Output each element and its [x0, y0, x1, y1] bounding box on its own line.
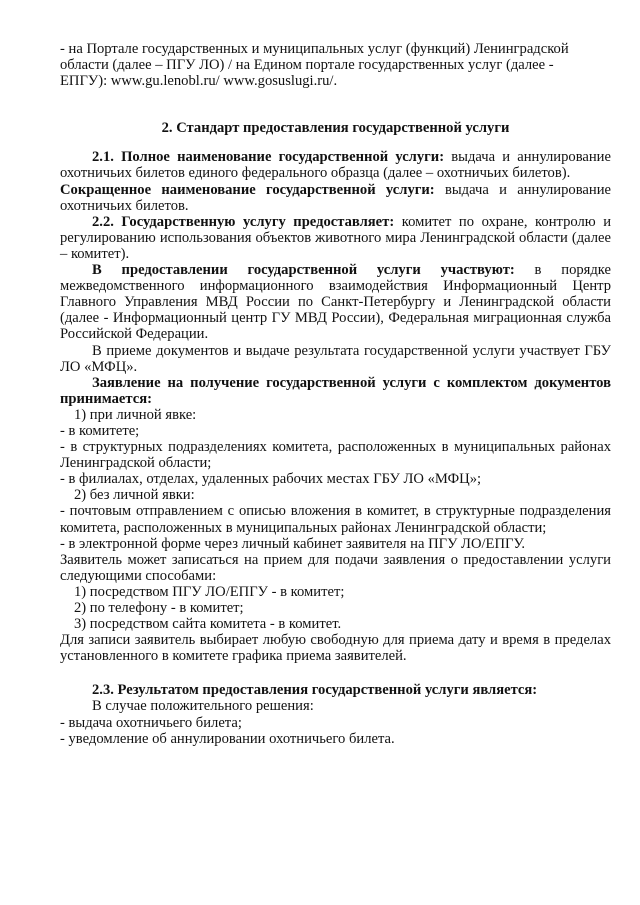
result-issue: [60, 715, 611, 731]
s21-heading: 2.1. Полное наименование государственной услуги:: [92, 149, 445, 166]
cancel-text: - уведомление об аннулировании охотничьего билета.: [60, 730, 395, 747]
paragraph-2-1: [60, 149, 611, 181]
document-page: [60, 41, 611, 747]
paragraph-accept: [60, 375, 611, 407]
appointment-intro: [60, 552, 611, 584]
paragraph-participants: [60, 262, 611, 342]
committee-text: - в комитете;: [60, 422, 140, 439]
way3-text: 3) посредством сайта комитета - в комитет.: [74, 616, 342, 633]
list-item-personal: [60, 407, 611, 423]
s22-heading: 2.2. Государственную услугу предоставляет:: [92, 213, 395, 230]
s22-mfc-text: В приеме документов и выдаче результата государственной услуги участвует ГБУ ЛО «МФЦ».: [60, 342, 611, 375]
s22-text: комитет по охране, контролю и регулированию использования объектов животного мира Ленинградской области (далее – комитет).: [60, 213, 612, 262]
intro-line-1: - на Портале государственных и муниципальных услуг (функций) Ленинградской: [60, 41, 569, 57]
s23-heading: 2.3. Результатом предоставления государственной услуги является:: [92, 682, 538, 699]
mfc-text: - в филиалах, отделах, удаленных рабочих местах ГБУ ЛО «МФЦ»;: [60, 471, 482, 488]
s21-short-text: выдача и аннулирование охотничьих билетов.: [60, 181, 611, 214]
s21-text: выдача и аннулирование охотничьих билетов единого федерального образца (далее – охотничьих билетов).: [60, 149, 611, 182]
appointment-intro-text: Заявитель может записаться на прием для подачи заявления о предоставлении услуги следующими способами:: [60, 551, 611, 584]
s22-participants-text: в порядке межведомственного информационного взаимодействия Информационный Центр Главного Управления МВД России по Санкт-Петербургу и Ленинградской области (далее - Информационный центр ГУ МВД России), Федеральная миграционная служба Российской Федерации.: [60, 262, 612, 343]
intro-line-2: области (далее – ПГУ ЛО) / на Едином портале государственных услуг (далее -: [60, 57, 554, 74]
appointment-way-2: [60, 600, 611, 616]
personal-text: 1) при личной явке:: [74, 406, 197, 423]
section-title: [60, 120, 611, 136]
paragraph-2-3: [60, 682, 611, 698]
s21-short-heading: Сокращенное наименование государственной услуги:: [60, 181, 435, 198]
intro-paragraph: [60, 41, 611, 89]
list-item-committee: [60, 423, 611, 439]
issue-text: - выдача охотничьего билета;: [60, 714, 242, 731]
result-cancel: [60, 731, 611, 747]
list-item-mfc: [60, 471, 611, 487]
way2-text: 2) по телефону - в комитет;: [74, 600, 244, 616]
list-item-remote: [60, 487, 611, 503]
appointment-choose: [60, 632, 611, 664]
section-title-text: 2. Стандарт предоставления государственной услуги: [161, 120, 510, 137]
choose-text: Для записи заявитель выбирает любую свободную для приема дату и время в пределах установленного в комитете графика приема заявителей.: [60, 632, 611, 665]
divisions-text: - в структурных подразделениях комитета, расположенных в муниципальных районах Ленинградской области;: [60, 439, 611, 472]
s22-participants-heading: В предоставлении государственной услуги участвуют:: [92, 262, 515, 279]
s22-accept-heading: Заявление на получение государственной услуги с комплектом документов принимается:: [60, 374, 611, 407]
paragraph-short-name: [60, 182, 611, 214]
list-item-electronic: [60, 536, 611, 552]
paragraph-2-2: [60, 214, 611, 262]
appointment-way-3: [60, 616, 611, 632]
paragraph-mfc: [60, 343, 611, 375]
remote-text: 2) без личной явки:: [74, 487, 195, 504]
electronic-text: - в электронной форме через личный кабинет заявителя на ПГУ ЛО/ЕПГУ.: [60, 535, 526, 552]
appointment-way-1: [60, 584, 611, 600]
intro-line-3: ЕПГУ): www.gu.lenobl.ru/ www.gosuslugi.ru/.: [60, 73, 338, 90]
way1-text: 1) посредством ПГУ ЛО/ЕПГУ - в комитет;: [74, 583, 345, 600]
list-item-divisions: [60, 439, 611, 471]
result-positive: [60, 698, 611, 714]
positive-text: В случае положительного решения:: [92, 698, 314, 715]
mail-text: - почтовым отправлением с описью вложения в комитет, в структурные подразделения комитета, расположенных в муниципальных районах Ленинградской области;: [60, 503, 611, 536]
list-item-mail: [60, 503, 611, 535]
